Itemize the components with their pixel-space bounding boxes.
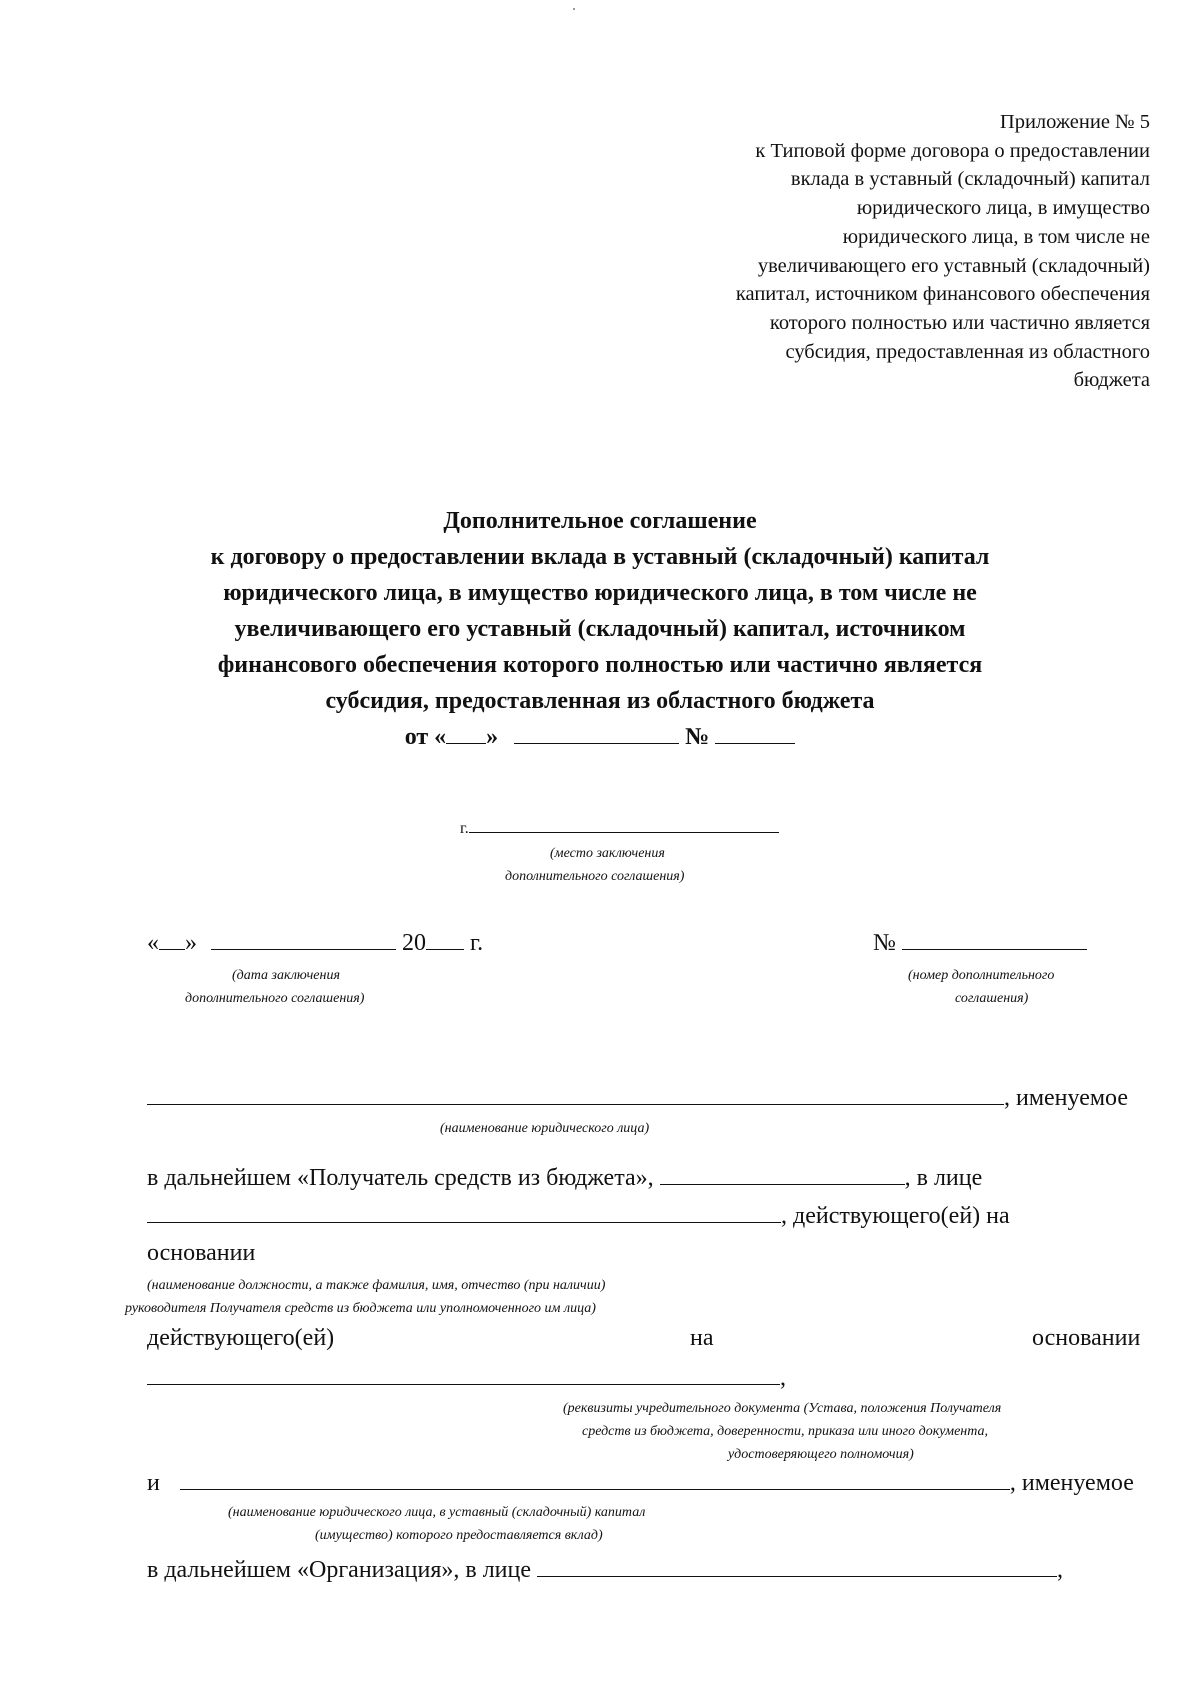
title-line: субсидия, предоставленная из областного бюджета bbox=[325, 688, 875, 714]
appendix-line: Приложение № 5 bbox=[999, 111, 1150, 133]
end-comma: , bbox=[1057, 1557, 1064, 1583]
date-caption-1: (дата заключения bbox=[232, 968, 340, 983]
comma: , bbox=[780, 1365, 786, 1391]
appendix-line: которого полностью или частично является bbox=[769, 311, 1150, 334]
legal-entity-row bbox=[147, 1085, 1128, 1112]
from-prefix: от « bbox=[404, 724, 447, 750]
doc-caption-1: (реквизиты учредительного документа (Устава, положения Получателя bbox=[563, 1401, 1002, 1416]
title-date-line bbox=[150, 719, 1050, 755]
agreement-number-field[interactable] bbox=[902, 948, 1087, 950]
quote-close: » bbox=[486, 724, 499, 750]
place-row bbox=[460, 820, 779, 838]
title-line: к договору о предоставлении вклада в уставный (складочный) капитал bbox=[210, 544, 990, 570]
number-sign: № bbox=[873, 930, 896, 956]
date-row bbox=[147, 930, 483, 957]
basis-word: основании bbox=[1032, 1325, 1141, 1351]
doc-caption-2: средств из бюджета, доверенности, приказа или иного документа, bbox=[582, 1424, 989, 1439]
named-text: , именуемое bbox=[1009, 1470, 1134, 1496]
organization-field[interactable] bbox=[180, 1488, 1010, 1490]
appendix-block bbox=[590, 108, 1150, 395]
number-caption-2: соглашения) bbox=[955, 991, 1029, 1006]
appendix-line: вклада в уставный (складочный) капитал bbox=[790, 168, 1150, 191]
date-month-field[interactable] bbox=[211, 948, 396, 950]
date-day-field[interactable] bbox=[159, 948, 185, 950]
day-blank-field[interactable] bbox=[446, 742, 486, 744]
legal-entity-field[interactable] bbox=[147, 1103, 1004, 1105]
doc-caption-3: удостоверяющего полномочия) bbox=[728, 1447, 914, 1462]
date-caption-2: дополнительного соглашения) bbox=[185, 991, 365, 1006]
agreement-number-row bbox=[873, 930, 1087, 957]
position-caption-1: (наименование должности, а также фамилия, имя, отчество (при наличии) bbox=[147, 1278, 606, 1293]
representative-field[interactable] bbox=[147, 1221, 781, 1223]
org-caption-2: (имущество) которого предоставляется вклад) bbox=[315, 1528, 603, 1543]
appendix-line: субсидия, предоставленная из областного bbox=[785, 340, 1150, 363]
position-caption-2: руководителя Получателя средств из бюджета или уполномоченного им лица) bbox=[125, 1301, 596, 1316]
place-caption-1: (место заключения bbox=[550, 846, 665, 861]
org-person-field[interactable] bbox=[537, 1575, 1057, 1577]
appendix-line: бюджета bbox=[1073, 369, 1150, 392]
organization-row bbox=[147, 1470, 1134, 1497]
title-line: увеличивающего его уставный (складочный) капитал, источником bbox=[234, 616, 966, 642]
year-prefix: 20 bbox=[402, 930, 426, 956]
acting-word: действующего(ей) bbox=[147, 1325, 335, 1351]
number-caption-1: (номер дополнительного bbox=[908, 968, 1055, 983]
appendix-line: к Типовой форме договора о предоставлении bbox=[755, 139, 1150, 162]
recipient-text: в дальнейшем «Получатель средств из бюджета», bbox=[147, 1165, 654, 1191]
quote-close: » bbox=[185, 930, 197, 956]
acting-on-text: , действующего(ей) на bbox=[781, 1203, 1010, 1229]
year-suffix: г. bbox=[470, 930, 484, 956]
and-word: и bbox=[147, 1470, 160, 1496]
document-title bbox=[150, 503, 1050, 755]
legal-entity-caption: (наименование юридического лица) bbox=[440, 1121, 650, 1136]
appendix-line: увеличивающего его уставный (складочный) bbox=[757, 254, 1150, 277]
appendix-line: юридического лица, в том числе не bbox=[842, 225, 1150, 248]
recipient-field[interactable] bbox=[660, 1183, 905, 1185]
number-blank-field[interactable] bbox=[715, 742, 795, 744]
basis-text: основании bbox=[147, 1240, 256, 1266]
scan-dot bbox=[573, 8, 575, 10]
appendix-line: юридического лица, в имущество bbox=[856, 197, 1150, 220]
org-person-row bbox=[147, 1557, 1063, 1584]
org-text: в дальнейшем «Организация», в лице bbox=[147, 1557, 532, 1583]
title-line: финансового обеспечения которого полностью или частично является bbox=[217, 652, 983, 678]
representative-row bbox=[147, 1203, 1010, 1230]
named-text: , именуемое bbox=[1004, 1085, 1128, 1111]
in-person-text: , в лице bbox=[904, 1165, 983, 1191]
charter-row bbox=[147, 1365, 786, 1392]
title-line: юридического лица, в имущество юридического лица, в том числе не bbox=[223, 580, 977, 606]
month-blank-field[interactable] bbox=[514, 742, 679, 744]
charter-field[interactable] bbox=[147, 1383, 780, 1385]
number-sign: № bbox=[685, 724, 710, 750]
title-line: Дополнительное соглашение bbox=[443, 508, 757, 534]
place-blank-field[interactable] bbox=[469, 831, 779, 833]
year-field[interactable] bbox=[426, 948, 464, 950]
city-prefix: г. bbox=[460, 820, 469, 837]
org-caption-1: (наименование юридического лица, в уставный (складочный) капитал bbox=[228, 1505, 646, 1520]
appendix-line: капитал, источником финансового обеспечения bbox=[735, 283, 1150, 306]
recipient-row bbox=[147, 1165, 982, 1192]
quote-open: « bbox=[147, 930, 159, 956]
place-caption-2: дополнительного соглашения) bbox=[505, 869, 685, 884]
on-word: на bbox=[690, 1325, 714, 1351]
